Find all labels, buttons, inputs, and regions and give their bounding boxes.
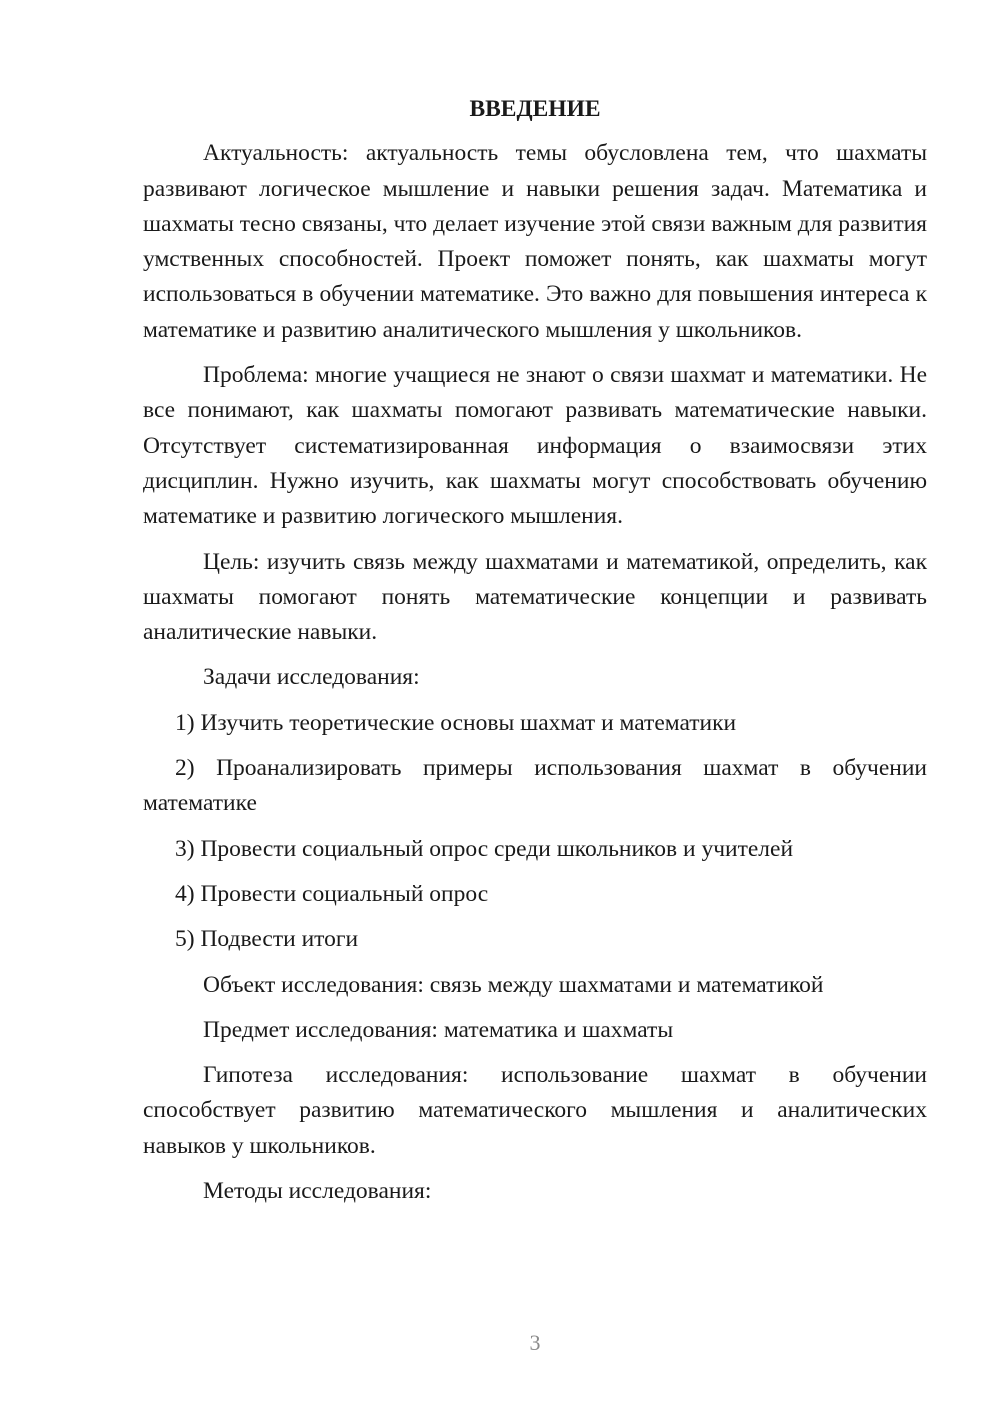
task-item-4: 4) Провести социальный опрос <box>175 880 489 907</box>
tasks-heading: Задачи исследования: <box>203 664 420 691</box>
page-title: ВВЕДЕНИЕ <box>469 96 601 122</box>
page-number: 3 <box>529 1330 541 1355</box>
relevance-paragraph: Актуальность: актуальность темы обусловлена тем, что шахматы развивают логическое мышление и навыки решения задач. Математика и шахматы тесно связаны, что делает изучение этой связи важным для развития умственных способностей. Проект поможет понять, как шахматы могут использоваться в обучении математике. Это важно для повышения интереса к математике и развитию аналитического мышления у школьников. <box>143 140 927 343</box>
methods-heading: Методы исследования: <box>203 1178 432 1205</box>
research-object-paragraph: Объект исследования: связь между шахматами и математикой <box>203 971 824 998</box>
problem-paragraph: Проблема: многие учащиеся не знают о связи шахмат и математики. Не все понимают, как шахматы помогают развивать математические навыки. Отсутствует систематизированная информация о взаимосвязи этих дисциплин. Нужно изучить, как шахматы могут способствовать обучению математике и развитию логического мышления. <box>143 362 927 530</box>
task-item-3: 3) Провести социальный опрос среди школьников и учителей <box>175 835 794 862</box>
goal-paragraph: Цель: изучить связь между шахматами и математикой, определить, как шахматы помогают понять математические концепции и развивать аналитические навыки. <box>143 548 927 646</box>
task-item-2: 2) Проанализировать примеры использования шахмат в обучении математике <box>143 755 927 817</box>
hypothesis-paragraph: Гипотеза исследования: использование шахмат в обучении способствует развитию математического мышления и аналитических навыков у школьников. <box>143 1062 927 1159</box>
task-item-5: 5) Подвести итоги <box>175 926 359 953</box>
task-item-1: 1) Изучить теоретические основы шахмат и математики <box>175 709 737 736</box>
page-content <box>143 92 927 1219</box>
research-subject-paragraph: Предмет исследования: математика и шахматы <box>203 1016 674 1043</box>
